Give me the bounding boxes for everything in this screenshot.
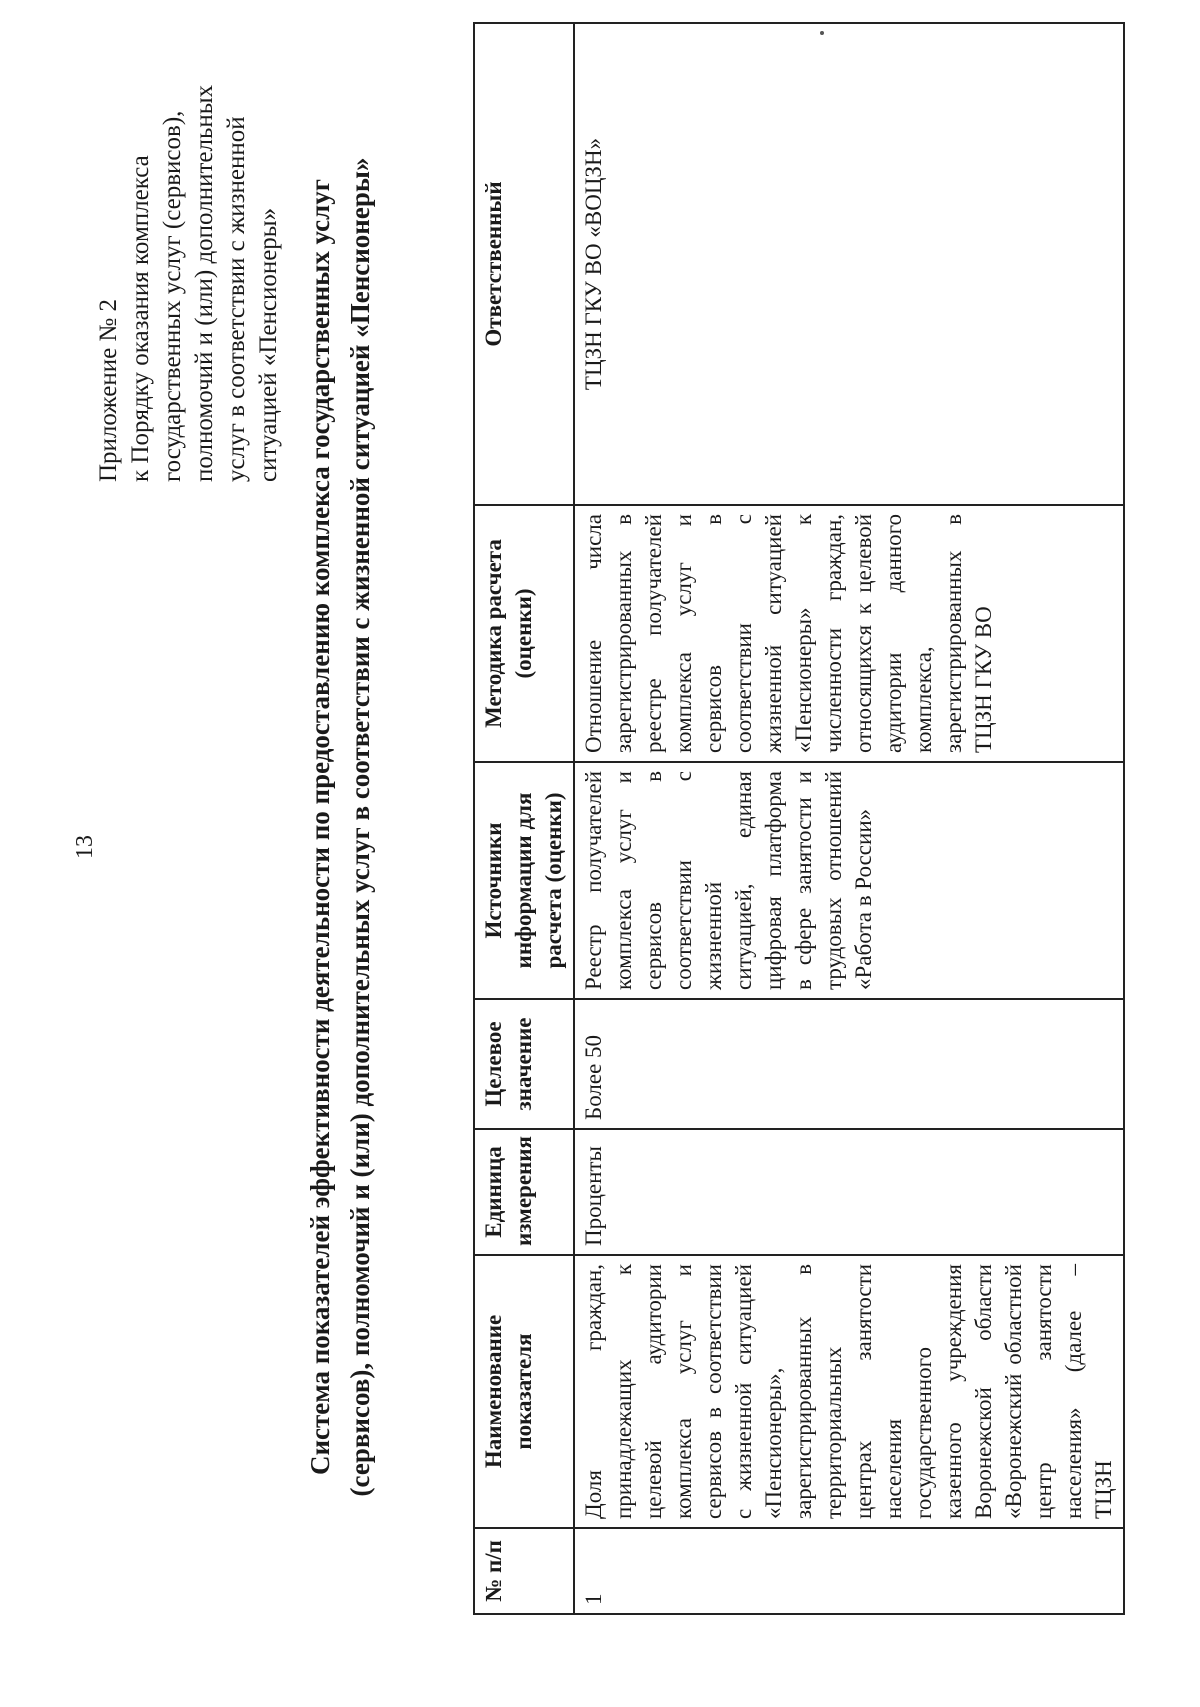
header-source: Источники информации для расчета (оценки) (474, 762, 574, 999)
document-title (300, 97, 380, 1557)
title-line-1: Система показателей эффективности деятельности по предоставлению комплекса государственных услуг (305, 178, 335, 1476)
appendix-line: государственных услуг (сервисов), (159, 110, 186, 482)
header-unit: Единица измерения (474, 1129, 574, 1255)
cell-responsible: ТЦЗН ГКУ ВО «ВОЦЗН» (574, 23, 1124, 505)
appendix-line: ситуацией «Пенсионеры» (255, 207, 282, 482)
cell-unit: Проценты (574, 1129, 1124, 1255)
cell-method: Отношение числа зарегистрированных в реестре получателей комплекса услуг и сервисов в соответствии с жизненной ситуацией «Пенсионеры» к численности граждан, относящихся к целевой аудитории данного комплекса, зарегистрированных в ТЦЗН ГКУ ВО (574, 505, 1124, 762)
table-row (574, 23, 1124, 1614)
cell-num: 1 (574, 1528, 1124, 1614)
appendix-block (93, 12, 285, 482)
cell-target: Более 50 (574, 999, 1124, 1129)
header-name: Наименование показателя (474, 1255, 574, 1528)
cell-name: Доля граждан, принадлежащих к целевой аудитории комплекса услуг и сервисов в соответствии с жизненной ситуацией «Пенсионеры», зарегистрированных в территориальных центрах занятости населения государственного казенного учреждения Воронежской области «Воронежский областной центр занятости населения» (далее – ТЦЗН (574, 1255, 1124, 1528)
title-line-2: (сервисов), полномочий и (или) дополнительных услуг в соответствии с жизненной ситуацией «Пенсионеры» (345, 157, 375, 1497)
table-header-row (474, 23, 574, 1614)
appendix-line: к Порядку оказания комплекса (127, 155, 154, 482)
indicators-table (473, 22, 1125, 1615)
appendix-line: полномочий и (или) дополнительных (191, 84, 218, 482)
cell-source: Реестр получателей комплекса услуг и сервисов в соответствии с жизненной ситуацией, единая цифровая платформа в сфере занятости и трудовых отношений «Работа в России» (574, 762, 1124, 999)
header-responsible: Ответственный (474, 23, 574, 505)
page-number: 13 (72, 835, 98, 859)
header-target: Целевое значение (474, 999, 574, 1129)
header-method: Методика расчета (оценки) (474, 505, 574, 762)
appendix-line: Приложение № 2 (95, 298, 122, 482)
appendix-line: услуг в соответствии с жизненной (223, 116, 250, 482)
header-num: № п/п (474, 1528, 574, 1614)
